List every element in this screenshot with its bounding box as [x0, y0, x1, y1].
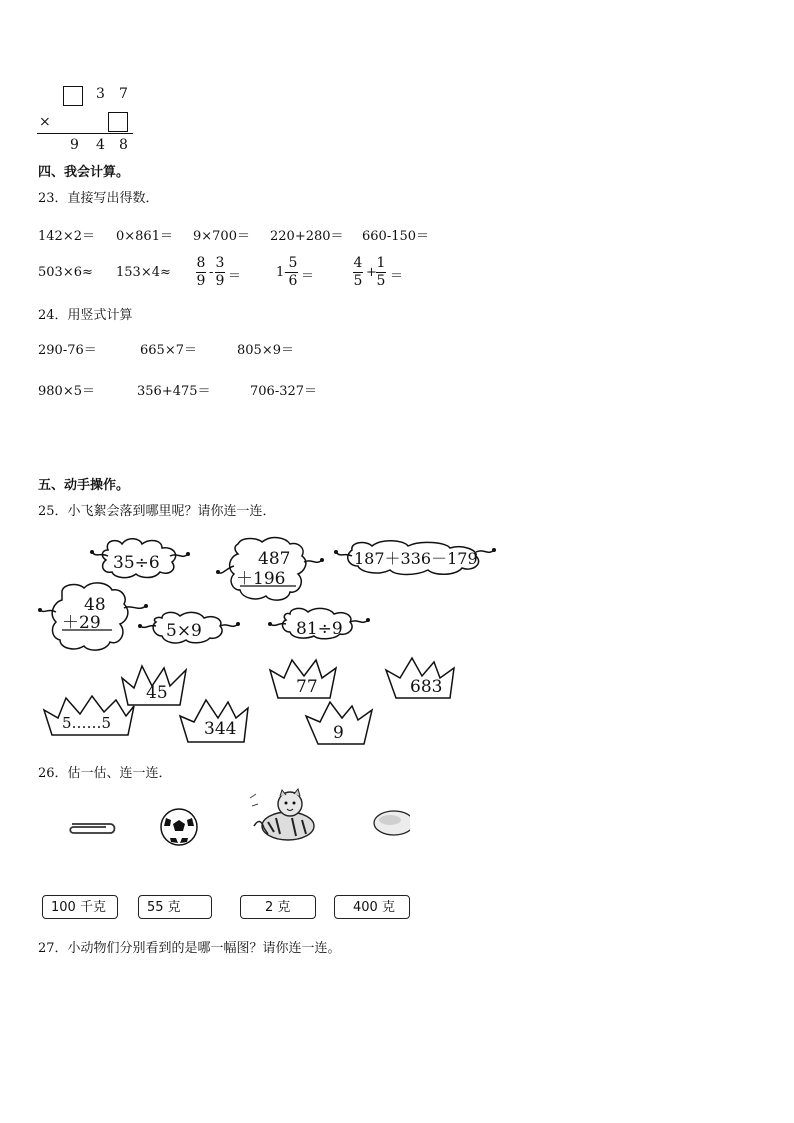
seed-label-6: 81÷9 [296, 619, 343, 639]
q27-label: 27．小动物们分别看到的是哪一幅图？请你连一连。 [38, 941, 341, 956]
seed-label-3: 187＋336－179 [354, 549, 478, 568]
frac2-lead: 1- [276, 265, 289, 280]
q23-item-4: 220+280＝ [270, 229, 344, 244]
q24-item-1: 290-76＝ [38, 343, 97, 358]
q24-item-5: 356+475＝ [137, 384, 211, 399]
frac2-eq: ＝ [301, 269, 315, 284]
frac2-num: 5 [288, 255, 298, 271]
seed-label-1: 35÷6 [113, 553, 160, 573]
seed-label-4-bottom: ＋29 [62, 613, 101, 633]
frac3-a-den: 5 [353, 273, 363, 289]
q24-item-4: 980×5＝ [38, 384, 95, 399]
q26-label: 26．估一估、连一连． [38, 766, 172, 781]
blank-box-multiplier[interactable] [108, 112, 128, 132]
tiger-icon [246, 786, 320, 844]
frac1-a-num: 8 [196, 255, 206, 271]
q23-item-2: 0×861＝ [116, 229, 173, 244]
digit-result-2: 4 [96, 137, 105, 153]
seed-label-5: 5×9 [166, 621, 202, 641]
frac1-b-den: 9 [215, 273, 225, 289]
weight-box-100kg[interactable]: 100 千克 [42, 895, 118, 919]
grass-label-3: 344 [204, 719, 237, 739]
frac2-den: 6 [288, 273, 298, 289]
digit-top-ones: 7 [119, 86, 128, 102]
frac3-b-num: 1 [376, 255, 386, 271]
soccer-ball-icon [158, 806, 200, 848]
digit-result-3: 8 [119, 137, 128, 153]
section5-title: 五、动手操作。 [38, 478, 130, 493]
q23-item-6: 503×6≈ [38, 265, 93, 280]
q24-item-6: 706-327＝ [250, 384, 318, 399]
frac1-eq: ＝ [228, 269, 242, 284]
q23-item-7: 153×4≈ [116, 265, 171, 280]
q24-item-2: 665×7＝ [140, 343, 197, 358]
grass-label-6: 683 [410, 677, 443, 697]
seed-label-2-top: 487 [258, 549, 291, 569]
q25-label: 25．小飞絮会落到哪里呢？请你连一连． [38, 504, 276, 519]
frac3-eq: ＝ [390, 269, 404, 284]
q23-item-5: 660-150＝ [362, 229, 430, 244]
weight-box-55g[interactable]: 55 克 [138, 895, 212, 919]
seed-label-2-bottom: ＋196 [236, 569, 286, 589]
digit-result-1: 9 [70, 137, 79, 153]
blank-box-top[interactable] [63, 86, 83, 106]
frac1-a-den: 9 [196, 273, 206, 289]
q23-item-1: 142×2＝ [38, 229, 95, 244]
grass-label-4: 77 [296, 677, 318, 697]
digit-top-tens: 3 [96, 86, 105, 102]
egg-icon [372, 808, 420, 838]
dandelion-matching-figure [0, 530, 520, 750]
q24-label: 24．用竖式计算 [38, 308, 133, 323]
weight-box-2g[interactable]: 2 克 [240, 895, 316, 919]
seed-label-4-top: 48 [84, 595, 106, 615]
grass-label-1: 45 [146, 683, 168, 703]
q24-item-3: 805×9＝ [237, 343, 294, 358]
grass-label-5: 9 [333, 723, 344, 743]
q23-item-3: 9×700＝ [193, 229, 250, 244]
multiply-sign: × [39, 114, 51, 130]
result-line [37, 133, 133, 134]
frac3-a-num: 4 [353, 255, 363, 271]
paperclip-icon [66, 818, 118, 838]
frac1-op: - [209, 265, 214, 280]
frac3-b-den: 5 [376, 273, 386, 289]
grass-label-2: 5……5 [62, 714, 112, 732]
q23-label: 23．直接写出得数． [38, 191, 159, 206]
frac3-op: + [366, 265, 377, 280]
section4-title: 四、我会计算。 [38, 165, 130, 180]
weight-box-400g[interactable]: 400 克 [334, 895, 410, 919]
frac1-b-num: 3 [215, 255, 225, 271]
